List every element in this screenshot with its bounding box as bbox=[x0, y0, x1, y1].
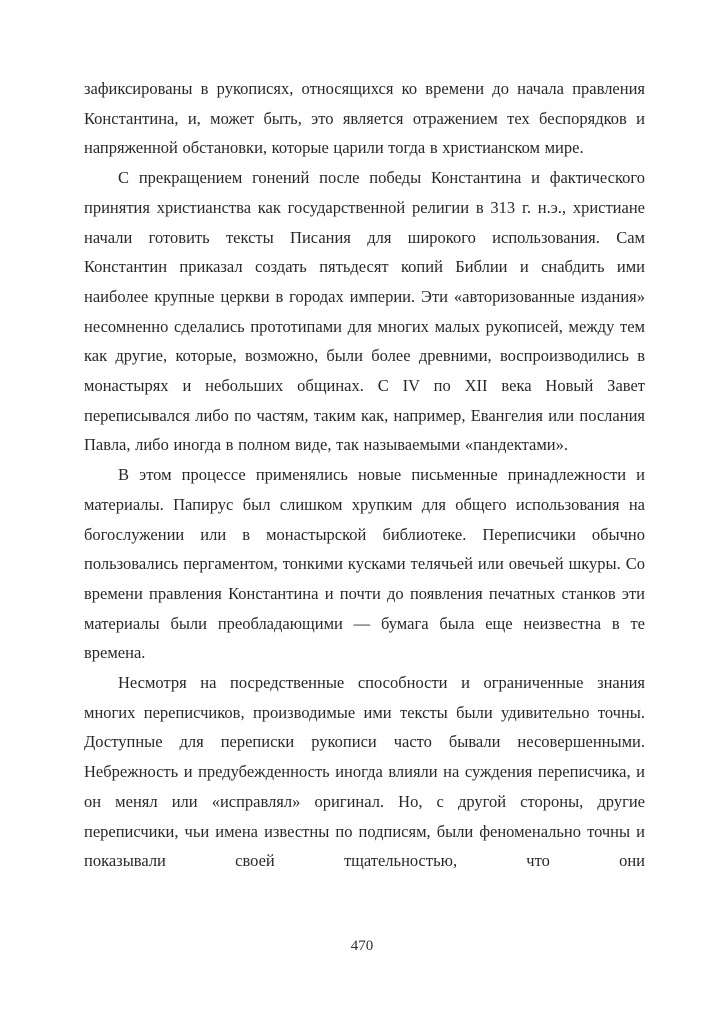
page-body bbox=[84, 74, 645, 876]
paragraph: зафиксированы в рукописях, относящихся ко времени до начала правления Константина, и, может быть, это является отражением тех беспорядков и напряженной обстановки, которые царили тогда в христианском мире. bbox=[84, 79, 645, 158]
paragraph: В этом процессе применялись новые письменные принадлежности и материалы. Папирус был слишком хрупким для общего использования на богослужении или в монастырской библиотеке. Переписчики обычно пользовались пергаментом, тонкими кусками телячьей или овечьей шкуры. Со времени правления Константина и почти до появления печатных станков эти материалы были преобладающими — бумага была еще неизвестна в те времена. bbox=[84, 465, 645, 663]
paragraph: Несмотря на посредственные способности и ограниченные знания многих переписчиков, производимые ими тексты были удивительно точны. Доступные для переписки рукописи часто бывали несовершенными. Небрежность и предубежденность иногда влияли на суждения переписчика, и он менял или «исправлял» оригинал. Но, с другой стороны, другие переписчики, чьи имена известны по подписям, были феноменально точны и показывали своей тщательностью, что они bbox=[84, 673, 645, 871]
page-number: 470 bbox=[350, 938, 374, 954]
paragraph: С прекращением гонений после победы Константина и фактического принятия христианства как государственной религии в 313 г. н.э., христиане начали готовить тексты Писания для широкого использования. Сам Константин приказал создать пятьдесят копий Библии и снабдить ими наиболее крупные церкви в городах империи. Эти «авторизованные издания» несомненно сделались прототипами для многих малых рукописей, между тем как другие, которые, возможно, были более древними, воспроизводились в монастырях и небольших общинах. С IV по XII века Новый Завет переписывался либо по частям, таким как, например, Евангелия или послания Павла, либо иногда в полном виде, так называемыми «пандектами». bbox=[84, 168, 645, 455]
